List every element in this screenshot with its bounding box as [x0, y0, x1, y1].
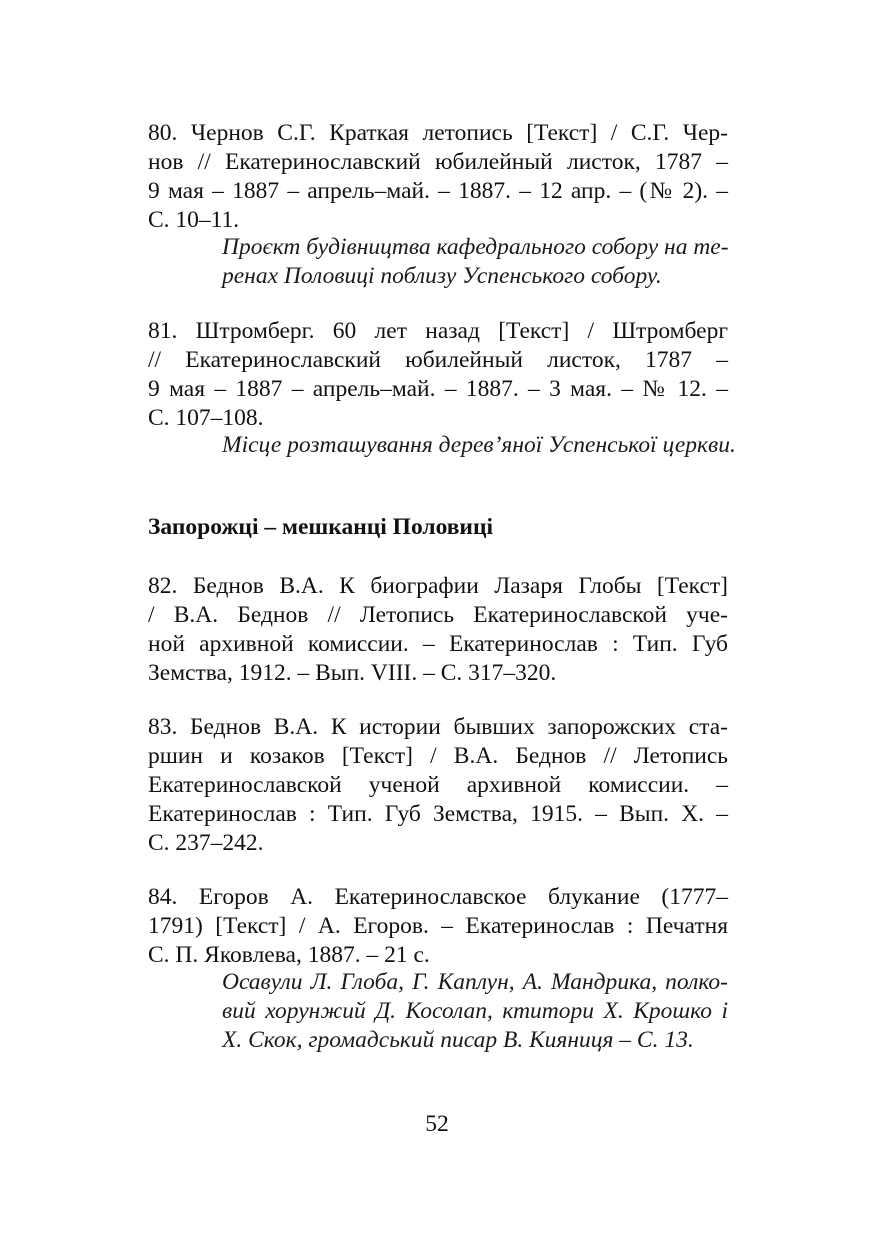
entry-text-line: С. 237–242.: [148, 830, 264, 856]
annotation-line: Проєкт будівництва кафедрального собору на те-: [222, 234, 729, 260]
entry-text-line: С. 107–108.: [148, 405, 264, 431]
entry-text-line: 82. Беднов В.А. К биографии Лазаря Глобы [Текст]: [148, 573, 728, 599]
entry-text-line: нов // Екатеринославский юбилейный листок, 1787 –: [148, 149, 728, 175]
entry-text-line: ршин и козаков [Текст] / В.А. Беднов // Летопись: [148, 743, 728, 769]
annotation-line: Місце розташування дерев’яної Успенської церкви.: [222, 432, 736, 458]
entry-text-line: // Екатеринославский юбилейный листок, 1787 –: [148, 347, 728, 373]
annotation-line: Х. Скок, громадський писар В. Кияниця – С. 13.: [222, 1027, 694, 1053]
entry-text-line: ной архивной комиссии. – Екатеринослав : Тип. Губ: [148, 631, 728, 657]
entry-text-line: 83. Беднов В.А. К истории бывших запорожских ста-: [148, 714, 728, 740]
page-number: 52: [425, 1111, 449, 1137]
entry-text-line: С. 10–11.: [148, 207, 240, 233]
entry-text-line: 80. Чернов С.Г. Краткая летопись [Текст] / С.Г. Чер-: [148, 120, 728, 146]
entry-text-line: Екатеринославской ученой архивной комиссии. –: [148, 772, 728, 798]
entry-text-line: 9 мая – 1887 – апрель–май. – 1887. – 12 апр. – (№ 2). –: [148, 178, 728, 204]
annotation-line: ренах Половиці поблизу Успенського собору.: [222, 263, 662, 289]
entry-text-line: Земства, 1912. – Вып. VIII. – С. 317–320.: [148, 660, 557, 686]
entry-text-line: / В.А. Беднов // Летопись Екатеринославской уче-: [148, 602, 728, 628]
entry-text-line: 9 мая – 1887 – апрель–май. – 1887. – 3 мая. – № 12. –: [148, 376, 728, 402]
annotation-line: Осавули Л. Глоба, Г. Каплун, А. Мандрика, полко-: [222, 969, 728, 995]
entry-text-line: 1791) [Текст] / А. Егоров. – Екатеринослав : Печатня: [148, 913, 728, 939]
entry-text-line: С. П. Яковлева, 1887. – 21 с.: [148, 942, 430, 968]
section-heading: Запорожці – мешканці Половиці: [148, 514, 494, 540]
annotation-line: вий хорунжий Д. Косолап, ктитори Х. Крошко і: [222, 998, 728, 1024]
entry-text-line: Екатеринослав : Тип. Губ Земства, 1915. – Вып. Х. –: [148, 801, 728, 827]
entry-text-line: 81. Штромберг. 60 лет назад [Текст] / Штромберг: [148, 318, 728, 344]
entry-text-line: 84. Егоров А. Екатеринославское блукание (1777–: [148, 884, 728, 910]
